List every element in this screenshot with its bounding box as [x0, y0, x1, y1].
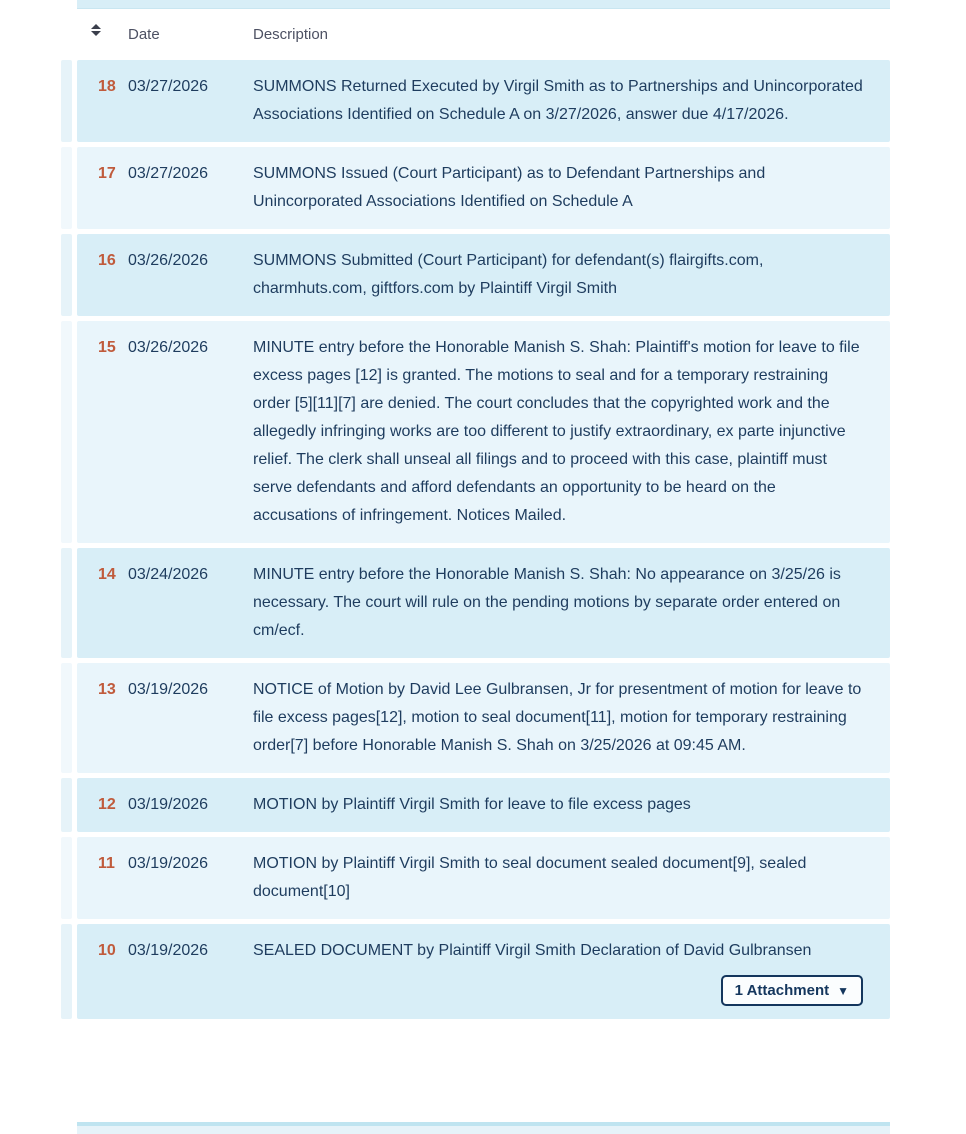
entry-description-cell: [253, 791, 863, 819]
entry-number-link[interactable]: 10: [98, 942, 116, 959]
docket-row-body: [77, 548, 890, 658]
entry-description: SUMMONS Issued (Court Participant) as to Defendant Partnerships and Unincorporated Associations Identified on Schedule A: [253, 165, 766, 210]
entry-date: 03/19/2026: [128, 796, 209, 813]
entry-number-link[interactable]: 11: [98, 855, 115, 872]
entry-description: SEALED DOCUMENT by Plaintiff Virgil Smith Declaration of David Gulbransen: [253, 942, 812, 959]
entry-description-cell: [253, 937, 863, 1006]
entry-date: 03/27/2026: [128, 78, 209, 95]
entry-date: 03/19/2026: [128, 681, 209, 698]
entry-description: SUMMONS Submitted (Court Participant) for defendant(s) flairgifts.com, charmhuts.com, giftfors.com by Plaintiff Virgil Smith: [253, 252, 764, 297]
sort-up-arrow-icon: [91, 24, 101, 29]
docket-row-body: [77, 234, 890, 316]
docket-row-body: [77, 663, 890, 773]
entry-date: 03/19/2026: [128, 855, 209, 872]
entry-description: MOTION by Plaintiff Virgil Smith for leave to file excess pages: [253, 796, 691, 813]
row-left-stub: [61, 60, 72, 142]
docket-row: [61, 234, 890, 316]
docket-row-body: [77, 60, 890, 142]
row-left-stub: [61, 778, 72, 832]
entry-date: 03/19/2026: [128, 942, 209, 959]
row-left-stub: [61, 147, 72, 229]
entry-number-link[interactable]: 17: [98, 165, 116, 182]
sort-down-arrow-icon: [91, 31, 101, 36]
docket-row-body: [77, 778, 890, 832]
column-header-date[interactable]: Date: [128, 26, 160, 43]
cutoff-row-bottom: [77, 1126, 890, 1134]
docket-row: [61, 321, 890, 543]
docket-row: [61, 778, 890, 832]
entry-description-cell: [253, 561, 863, 645]
docket-row-body: [77, 147, 890, 229]
docket-row: [61, 60, 890, 142]
row-left-stub: [61, 234, 72, 316]
entry-number-link[interactable]: 12: [98, 796, 116, 813]
entry-number-link[interactable]: 15: [98, 339, 116, 356]
docket-row-body: [77, 321, 890, 543]
entry-date: 03/26/2026: [128, 339, 209, 356]
entry-description: MINUTE entry before the Honorable Manish S. Shah: Plaintiff's motion for leave to file excess pages [12] is granted. The motions to seal and for a temporary restraining order [5][11][7] are denied. The court concludes that the copyrighted work and the allegedly infringing works are too different to justify extraordinary, ex parte injunctive relief. The clerk shall unseal all filings and to proceed with this case, plaintiff must serve defendants and afford defendants an opportunity to be heard on the accusations of infringement. Notices Mailed.: [253, 339, 860, 524]
entry-number-link[interactable]: 18: [98, 78, 116, 95]
entry-description-cell: [253, 850, 863, 906]
attachment-button-row: [253, 975, 863, 1006]
entry-date: 03/24/2026: [128, 566, 209, 583]
caret-down-icon: ▼: [837, 983, 849, 998]
attachment-button[interactable]: [721, 975, 863, 1006]
docket-row: [61, 663, 890, 773]
table-header: [77, 8, 890, 60]
entry-description-cell: [253, 334, 863, 530]
docket-row: [61, 147, 890, 229]
column-header-description[interactable]: Description: [253, 26, 329, 43]
entry-description: NOTICE of Motion by David Lee Gulbransen, Jr for presentment of motion for leave to file excess pages[12], motion to seal document[11], motion for temporary restraining order[7] before Honorable Manish S. Shah on 3/25/2026 at 09:45 AM.: [253, 681, 862, 754]
entry-description: MOTION by Plaintiff Virgil Smith to seal document sealed document[9], sealed document[10]: [253, 855, 807, 900]
entry-date: 03/27/2026: [128, 165, 209, 182]
row-left-stub: [61, 548, 72, 658]
entry-description-cell: [253, 73, 863, 129]
docket-row: [61, 837, 890, 919]
docket-row-body: [77, 924, 890, 1019]
attachment-count-label: 1 Attachment: [734, 982, 830, 999]
entry-number-link[interactable]: 16: [98, 252, 116, 269]
docket-row: [61, 548, 890, 658]
entry-description-cell: [253, 676, 863, 760]
docket-row-body: [77, 837, 890, 919]
entry-number-link[interactable]: 13: [98, 681, 116, 698]
entry-description: MINUTE entry before the Honorable Manish S. Shah: No appearance on 3/25/26 is necessary. The court will rule on the pending motions by separate order entered on cm/ecf.: [253, 566, 841, 639]
row-left-stub: [61, 837, 72, 919]
docket-row: [61, 924, 890, 1019]
entry-number-link[interactable]: 14: [98, 566, 116, 583]
row-left-stub: [61, 321, 72, 543]
entry-description-cell: [253, 247, 863, 303]
entry-description-cell: [253, 160, 863, 216]
row-left-stub: [61, 924, 72, 1019]
sort-icon[interactable]: [90, 23, 102, 37]
docket-table: [61, 60, 890, 1024]
entry-description: SUMMONS Returned Executed by Virgil Smith as to Partnerships and Unincorporated Associations Identified on Schedule A on 3/27/2026, answer due 4/17/2026.: [253, 78, 863, 123]
row-left-stub: [61, 663, 72, 773]
entry-date: 03/26/2026: [128, 252, 209, 269]
